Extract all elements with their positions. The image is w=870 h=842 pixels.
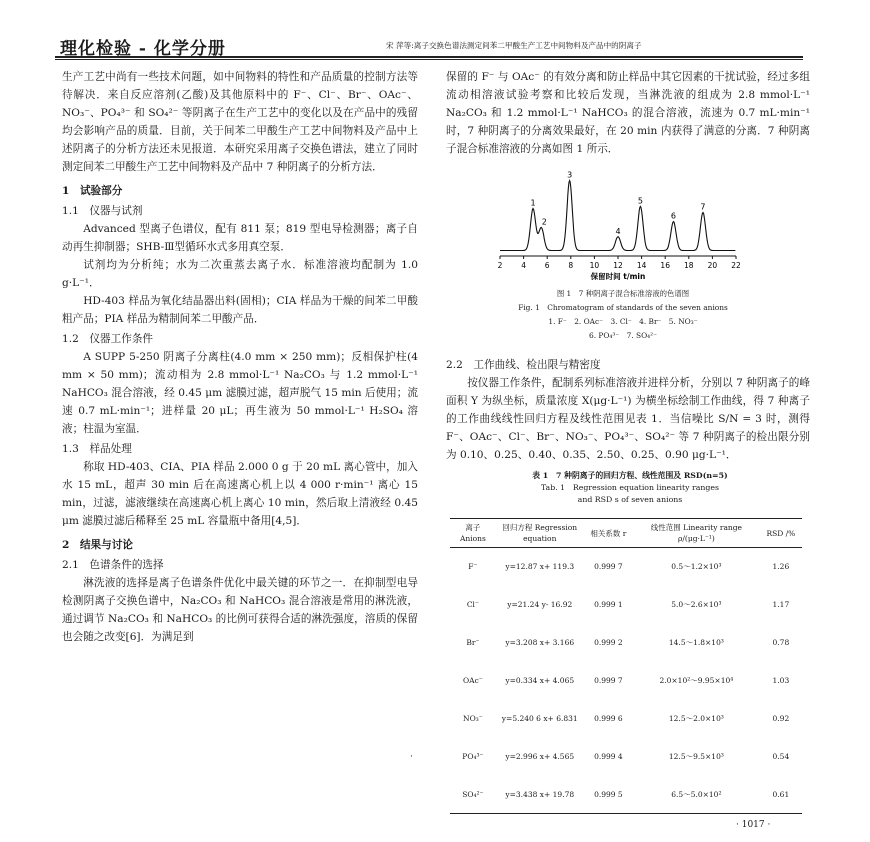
paragraph-conditions: A SUPP 5-250 阴离子分离柱(4.0 mm × 250 mm)；反相保护柱(4 mm × 50 mm)；流动相为 2.8 mmol·L⁻¹ Na₂CO₃ 与 1.2 mmol·L⁻¹ NaHCO₃ 混合溶液，经 0.45 μm 滤膜过滤，超声脱气 15 min 后使用；流速 0.7 mL·min⁻¹；进样量 20 μL；再生液为 50 mmol·L⁻¹ H₂SO₄ 溶液；柱温为室温． — [62, 351, 418, 435]
table-cell: y=21.24 y- 16.92 — [507, 600, 573, 609]
x-tick-label: 16 — [660, 261, 670, 270]
figure-legend-line2: 6. PO₄³⁻ 7. SO₄²⁻ — [589, 331, 657, 340]
page-number: · 1017 · — [736, 820, 771, 830]
header-rule-thin — [55, 59, 803, 60]
table-row — [450, 548, 802, 586]
peak-label: 6 — [670, 211, 677, 221]
table-row — [450, 662, 802, 700]
table-row — [450, 586, 802, 624]
regression-table — [450, 518, 802, 814]
figure-caption-cn: 图 1 7 种阴离子混合标准溶液的色谱图 — [556, 289, 690, 298]
table-row — [450, 624, 802, 662]
subsection-heading-1-1: 1.1 仪器与试剂 — [62, 205, 143, 217]
table-cell: y=3.208 x+ 3.166 — [505, 638, 575, 647]
page-mark: · — [410, 752, 413, 762]
left-column — [62, 68, 418, 646]
figure-caption-en: Fig. 1 Chromatogram of standards of the seven anions — [518, 303, 728, 312]
table-cell: y=5.240 6 x+ 6.831 — [501, 714, 578, 723]
x-tick-label: 12 — [613, 261, 623, 270]
table-cell: 0.999 1 — [594, 600, 623, 609]
table-cell: SO₄²⁻ — [450, 776, 496, 814]
paragraph-instruments: Advanced 型离子色谱仪，配有 811 泵；819 型电导检测器；离子自动再生抑制器；SHB-Ⅲ型循环水式多用真空泵． — [62, 223, 418, 253]
table-cell: 0.999 5 — [584, 776, 633, 814]
table-header-cell: 回归方程 Regression equation — [496, 519, 584, 548]
table-title — [450, 470, 810, 506]
table-cell: 1.17 — [772, 600, 790, 609]
table-cell: 2.0×10²～9.95×10⁴ — [659, 676, 734, 685]
x-tick-label: 2 — [497, 261, 503, 270]
table-cell: PO₄³⁻ — [462, 752, 484, 761]
x-tick-label: 18 — [684, 261, 694, 270]
table-cell: NO₃⁻ — [463, 714, 483, 723]
header-rule — [55, 56, 803, 58]
peak-label: 3 — [567, 170, 573, 180]
table-header-cell: 相关系数 r — [584, 519, 633, 548]
table-cell: y=0.334 x+ 4.065 — [505, 676, 575, 685]
table-cell: Cl⁻ — [466, 600, 479, 609]
x-tick-label: 22 — [731, 261, 741, 270]
right-column-bottom — [446, 354, 810, 464]
peak-label: 5 — [637, 196, 643, 206]
x-tick-label: 20 — [707, 261, 718, 270]
table-cell: 14.5～1.8×10³ — [668, 638, 724, 647]
x-tick-label: 6 — [544, 261, 550, 270]
subsection-heading-1-3: 1.3 样品处理 — [62, 443, 132, 455]
right-column-top — [446, 68, 810, 158]
section-heading-2: 2 结果与讨论 — [62, 539, 133, 551]
peak-label: 7 — [700, 202, 706, 212]
table-cell: 1.03 — [772, 676, 790, 685]
table-row — [450, 738, 802, 776]
figure-legend-line1: 1. F⁻ 2. OAc⁻ 3. Cl⁻ 4. Br⁻ 5. NO₃⁻ — [548, 317, 698, 326]
table-cell: 6.5～5.0×10² — [633, 776, 760, 814]
table-cell: 0.54 — [772, 752, 790, 761]
table-title-en1: Tab. 1 Regression equation linearity ranges — [540, 483, 720, 492]
table-cell: y=3.438 x+ 19.78 — [496, 776, 584, 814]
table-cell: 0.999 6 — [594, 714, 623, 723]
table-cell: 1.26 — [772, 562, 790, 572]
table-row — [450, 776, 802, 814]
chromatogram-chart — [478, 168, 748, 280]
table-cell: 12.5～9.5×10³ — [668, 752, 724, 761]
table-cell: 0.999 2 — [594, 638, 623, 647]
subsection-heading-1-2: 1.2 仪器工作条件 — [62, 333, 154, 345]
running-title: 宋 萍等:离子交换色谱法测定间苯二甲酸生产工艺中间物料及产品中的阴离子 — [386, 41, 642, 50]
paragraph-calibration: 按仪器工作条件，配制系列标准溶液并进样分析，分别以 7 种阴离子的峰面积 Y 为纵坐标，质量浓度 X(μg·L⁻¹) 为横坐标绘制工作曲线，得 7 种离子的工作曲线线性回归方程及线性范围见表 1．当信噪比 S/N = 3 时，测得 F⁻、OAc⁻、Cl⁻、Br⁻、NO₃⁻、PO₄³⁻、SO₄²⁻ 等 7 种阴离子的检出限分别为 0.10、0.25、0.40、0.35、2.50、0.25、0.90 μg·L⁻¹． — [446, 377, 810, 461]
paragraph-sample-prep: 称取 HD-403、CIA、PIA 样品 2.000 0 g 于 20 mL 离心管中，加入水 15 mL，超声 30 min 后在高速离心机上以 4 000 r·min⁻¹ 离心 15 min，过滤，滤液继续在高速离心机上离心 10 min，然后取上清液经 0.45 μm 滤膜过滤后稀释至 25 mL 容量瓶中备用[4,5]． — [62, 461, 418, 527]
intro-paragraph: 生产工艺中尚有一些技术问题，如中间物料的特性和产品质量的控制方法等待解决．来自反应溶剂(乙酸)及其他原料中的 F⁻、Cl⁻、Br⁻、OAc⁻、NO₃⁻、PO₄³⁻ 和 SO₄²⁻ 等阴离子在生产工艺中的变化以及在产品中的残留均会影响产品的质量．目前，关于间苯二甲酸生产工艺中间物料及产品中上述阴离子的分析方法还未见报道．本研究采用离子交换色谱法，建立了同时测定间苯二甲酸生产工艺中间物料及产品中 7 种阴离子的分析方法． — [62, 71, 418, 173]
table-cell: y=2.996 x+ 4.565 — [505, 752, 575, 761]
table-cell: 0.5～1.2×10³ — [671, 562, 722, 572]
paragraph-reagents: 试剂均为分析纯；水为二次重蒸去离子水．标准溶液均配制为 1.0 g·L⁻¹． — [62, 259, 418, 289]
table-header-cell: 离子 Anions — [450, 519, 496, 548]
table-title-en2: and RSD s of seven anions — [577, 495, 683, 504]
table-cell: 12.5～2.0×10³ — [668, 714, 724, 723]
peak-label: 4 — [615, 226, 621, 236]
x-tick-label: 8 — [568, 261, 574, 270]
table-header-cell: RSD /% — [760, 519, 802, 548]
table-title-cn: 表 1 7 种阴离子的回归方程、线性范围及 RSD(n=5) — [532, 471, 728, 480]
table-cell: Br⁻ — [466, 638, 480, 647]
x-axis-label: 保留时间 t/min — [590, 272, 646, 280]
paragraph-samples: HD-403 样品为氧化结晶器出料(固相)；CIA 样品为干燥的间苯二甲酸粗产品；PIA 样品为精制间苯二甲酸产品． — [62, 295, 418, 325]
paragraph-eluent: 淋洗液的选择是离子色谱条件优化中最关键的环节之一．在抑制型电导检测阴离子交换色谱中，Na₂CO₃ 和 NaHCO₃ 混合溶液是常用的淋洗液，通过调节 Na₂CO₃ 和 NaHCO₃ 的比例可获得合适的淋洗强度，溶质的保留也会随之改变[6]．为满足到 — [62, 577, 418, 643]
section-heading-1: 1 试验部分 — [62, 185, 123, 197]
table-cell: 0.92 — [772, 714, 790, 723]
table-cell: 5.0～2.6×10³ — [671, 600, 722, 609]
table-cell: 0.999 4 — [594, 752, 623, 761]
x-tick-label: 14 — [636, 261, 647, 270]
table-header-row — [450, 519, 802, 548]
journal-title: 理化检验 - 化学分册 — [60, 39, 226, 59]
subsection-heading-2-2: 2.2 工作曲线、检出限与精密度 — [446, 359, 601, 371]
table-row — [450, 700, 802, 738]
x-tick-label: 4 — [521, 261, 526, 270]
table-cell: 0.61 — [760, 776, 802, 814]
peak-label: 2 — [541, 217, 547, 227]
table-cell: 0.999 7 — [594, 562, 623, 572]
x-tick-label: 10 — [589, 261, 600, 270]
table-cell: y=12.87 x+ 119.3 — [505, 562, 575, 572]
table-cell: OAc⁻ — [463, 676, 483, 685]
subsection-heading-2-1: 2.1 色谱条件的选择 — [62, 559, 164, 571]
table-cell: F⁻ — [468, 562, 478, 572]
table-cell: 0.999 7 — [594, 676, 623, 685]
paragraph-separation: 保留的 F⁻ 与 OAc⁻ 的有效分离和防止样品中其它因素的干扰试验，经过多组流动相溶液试验考察和比较后发现，当淋洗液的组成为 2.8 mmol·L⁻¹ Na₂CO₃ 和 1.2 mmol·L⁻¹ NaHCO₃ 的混合溶液，流速为 0.7 mL·min⁻¹ 时，7 种阴离子的分离效果最好，在 20 min 内获得了满意的分离．7 种阴离子混合标准溶液的分离如图 1 所示． — [446, 71, 810, 155]
chromatogram-trace — [500, 181, 735, 251]
peak-label: 1 — [530, 198, 536, 208]
table-cell: 0.78 — [772, 638, 790, 647]
table-header-cell: 线性范围 Linearity range ρ/(μg·L⁻¹) — [633, 519, 760, 548]
